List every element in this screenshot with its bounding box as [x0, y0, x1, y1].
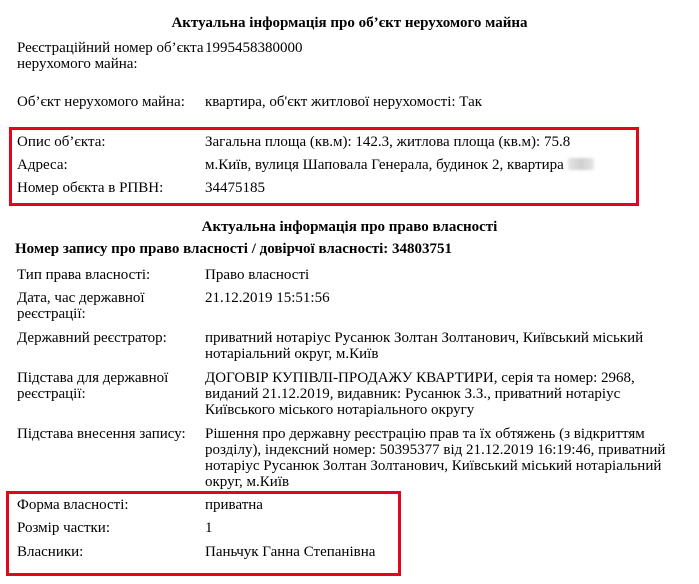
row-state-registrar: [17, 330, 687, 362]
ownership-section-title: Актуальна інформація про право власності: [201, 219, 498, 235]
row-label: Номер обєкта в РПВН:: [17, 180, 164, 196]
highlight-box-ownership-details: [6, 491, 401, 576]
row-value: 21.12.2019 15:51:56: [205, 290, 330, 306]
row-label: Форма власності:: [17, 497, 129, 513]
row-value: 34475185: [205, 180, 265, 196]
row-registration-number: [17, 40, 687, 72]
row-value: приватна: [205, 497, 263, 513]
row-value: ДОГОВІР КУПІВЛІ-ПРОДАЖУ КВАРТИРИ, серія та номер: 2968, виданий 21.12.2019, видавник: Русанюк З.З., приватний нотаріус Київського міського нотаріального округу: [205, 370, 635, 418]
row-entry-basis: [17, 426, 687, 490]
row-label: Розмір частки:: [17, 520, 110, 536]
row-value: квартира, об'єкт житлової нерухомості: Так: [205, 94, 483, 110]
row-label: Власники:: [17, 544, 84, 560]
highlight-box-object-details: [9, 127, 639, 206]
row-label: Дата, час державної реєстрації:: [17, 290, 145, 322]
row-value: Загальна площа (кв.м): 142.3, житлова площа (кв.м): 75.8: [205, 134, 571, 150]
row-value: Право власності: [205, 267, 310, 283]
row-value: 1995458380000: [205, 40, 303, 56]
row-label: Підстава для державної реєстрації:: [17, 370, 169, 402]
row-value: Рішення про державну реєстрацію прав та їх обтяжень (з відкриттям розділу), індексний номер: 50395377 від 21.12.2019 16:19:46, приватний нотаріус Русанюк Золтан Золтанович, Київський міський нотаріальний округ, м.Київ: [205, 426, 666, 490]
address-text: м.Київ, вулиця Шаповала Генерала, будинок 2, квартира: [205, 157, 564, 173]
row-label: Державний реєстратор:: [17, 330, 167, 346]
row-label: Опис об’єкта:: [17, 134, 106, 150]
row-value: Паньчук Ганна Степанівна: [205, 544, 376, 560]
row-ownership-type: [17, 267, 687, 283]
row-registration-datetime: [17, 290, 687, 322]
row-label: Підстава внесення запису:: [17, 426, 186, 442]
row-label: Адреса:: [17, 157, 68, 173]
row-label: Реєстраційний номер об’єкта нерухомого майна:: [17, 40, 204, 72]
row-label: Тип права власності:: [17, 267, 151, 283]
property-section-title: Актуальна інформація про об’єкт нерухомого майна: [171, 15, 528, 31]
row-label: Об’єкт нерухомого майна:: [17, 94, 185, 110]
row-value: приватний нотаріус Русанюк Золтан Золтанович, Київський міський нотаріальний округ, м.Київ: [205, 330, 644, 362]
row-property-object: [17, 94, 687, 110]
row-value: 1: [205, 520, 213, 536]
row-registration-basis: [17, 370, 687, 418]
ownership-record-heading: Номер запису про право власності / довірчої власності: 34803751: [15, 241, 453, 257]
